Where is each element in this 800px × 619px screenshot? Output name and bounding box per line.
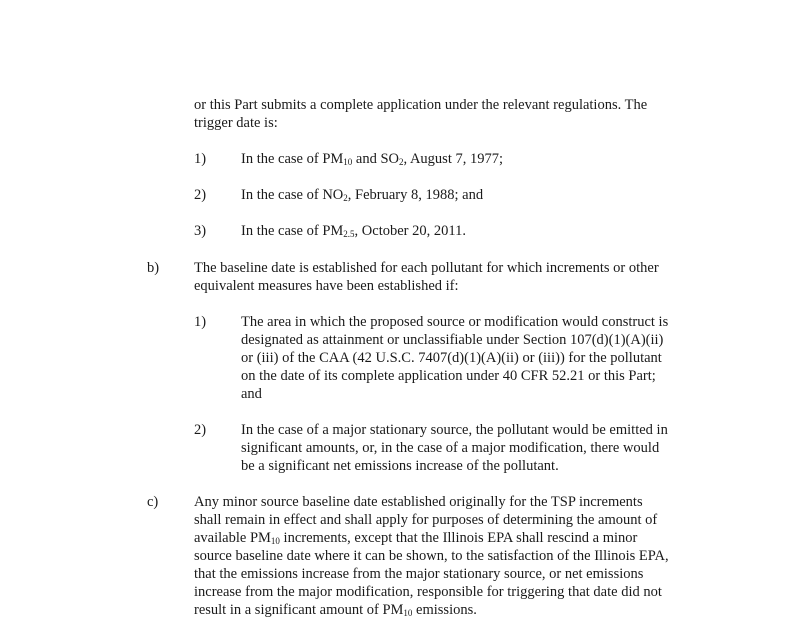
intro-line: or this Part submits a complete application under the relevant regulations. The	[194, 97, 648, 113]
section-b-item-text: The area in which the proposed source or modification would construct is designated as attainment or unclassifiable under Section 107(d)(1)(A)(ii) or (iii) of the CAA (42 U.S.C. 7407(d)(1)(A)(ii) or (iii)) for the pollutant on the date of its complete application under 40 CFR 52.21 or this Part; and	[241, 314, 669, 402]
section-b-paragraph: The baseline date is established for each pollutant for which increments or other equivalent measures have been established if:	[194, 260, 659, 294]
trigger-item-number: 3)	[194, 223, 207, 239]
section-b-item-number: 1)	[194, 314, 207, 330]
intro-line: trigger date is:	[194, 115, 278, 131]
trigger-item-number: 2)	[194, 187, 207, 203]
trigger-item-text: In the case of $PM_{10}$ and $SO_2$, August 7, 1977;	[241, 151, 504, 167]
trigger-item-number: 1)	[194, 151, 207, 167]
intro-paragraph	[194, 96, 647, 132]
section-c-paragraph: Any minor source baseline date established originally for the TSP increments shall remain in effect and shall apply for purposes of determining the amount of available $PM_{10}$ increments, except that the Illinois EPA shall rescind a minor source baseline date where it can be shown, to the satisfaction of the Illinois EPA, that the emissions increase from the major stationary source, or net emissions increase from the major modification, responsible for triggering that date did not result in a significant amount of $PM_{10}$ emissions.	[194, 494, 669, 618]
section-b-item-number: 2)	[194, 422, 207, 438]
trigger-item-text: In the case of $NO_2$, February 8, 1988; and	[241, 187, 484, 203]
section-b-item-text: In the case of a major stationary source, the pollutant would be emitted in significant amounts, or, in the case of a major modification, there would be a significant net emissions increase of the pollutant.	[241, 422, 668, 474]
trigger-item-text: In the case of $PM_{2.5}$, October 20, 2011.	[241, 223, 466, 239]
section-b-label: b)	[147, 260, 160, 276]
section-c-label: c)	[147, 494, 159, 510]
